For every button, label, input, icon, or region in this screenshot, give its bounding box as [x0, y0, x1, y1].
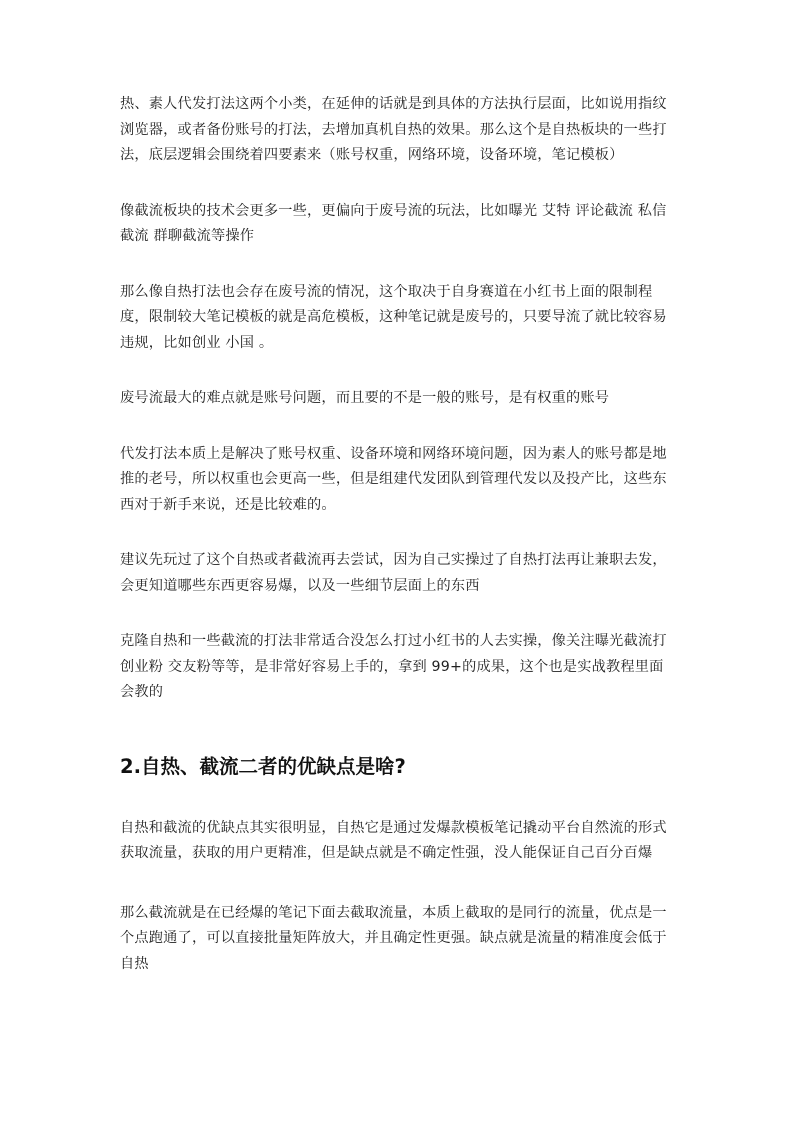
- paragraph-4: 废号流最大的难点就是账号问题，而且要的不是一般的账号，是有权重的账号: [120, 390, 610, 406]
- paragraph-3: 那么像自热打法也会存在废号流的情况，这个取决于自身赛道在小红书上面的限制程度，限制较大笔记模板的就是高危模板，这种笔记就是废号的，只要导流了就比较容易违规，比如创业 小国 。: [120, 283, 667, 351]
- paragraph-6: 建议先玩过了这个自热或者截流再去尝试，因为自己实操过了自热打法再让兼职去发，会更知道哪些东西更容易爆，以及一些细节层面上的东西: [120, 552, 667, 594]
- paragraph-7: 克隆自热和一些截流的打法非常适合没怎么打过小红书的人去实操，像关注曝光截流打创业粉 交友粉等等，是非常好容易上手的，拿到 99+的成果，这个也是实战教程里面会教的: [120, 633, 667, 700]
- section-heading: 2.自热、截流二者的优缺点是啥?: [120, 754, 406, 778]
- document-body: [120, 92, 676, 977]
- paragraph-5: 代发打法本质上是解决了账号权重、设备环境和网络环境问题，因为素人的账号都是地推的老号，所以权重也会更高一些，但是组建代发团队到管理代发以及投产比，这些东西对于新手来说，还是比较难的。: [120, 445, 667, 513]
- paragraph-2: 像截流板块的技术会更多一些，更偏向于废号流的玩法，比如曝光 艾特 评论截流 私信截流 群聊截流等操作: [120, 202, 667, 244]
- paragraph-1: 热、素人代发打法这两个小类，在延伸的话就是到具体的方法执行层面，比如说用指纹浏览器，或者备份账号的打法，去增加真机自热的效果。那么这个是自热板块的一些打法，底层逻辑会围绕着四要素来（账号权重，网络环境，设备环境，笔记模板）: [120, 96, 667, 163]
- paragraph-8: 自热和截流的优缺点其实很明显，自热它是通过发爆款模板笔记撬动平台自然流的形式获取流量，获取的用户更精准，但是缺点就是不确定性强，没人能保证自己百分百爆: [120, 819, 667, 861]
- paragraph-9: 那么截流就是在已经爆的笔记下面去截取流量，本质上截取的是同行的流量，优点是一个点跑通了，可以直接批量矩阵放大，并且确定性更强。缺点就是流量的精准度会低于自热: [120, 904, 667, 972]
